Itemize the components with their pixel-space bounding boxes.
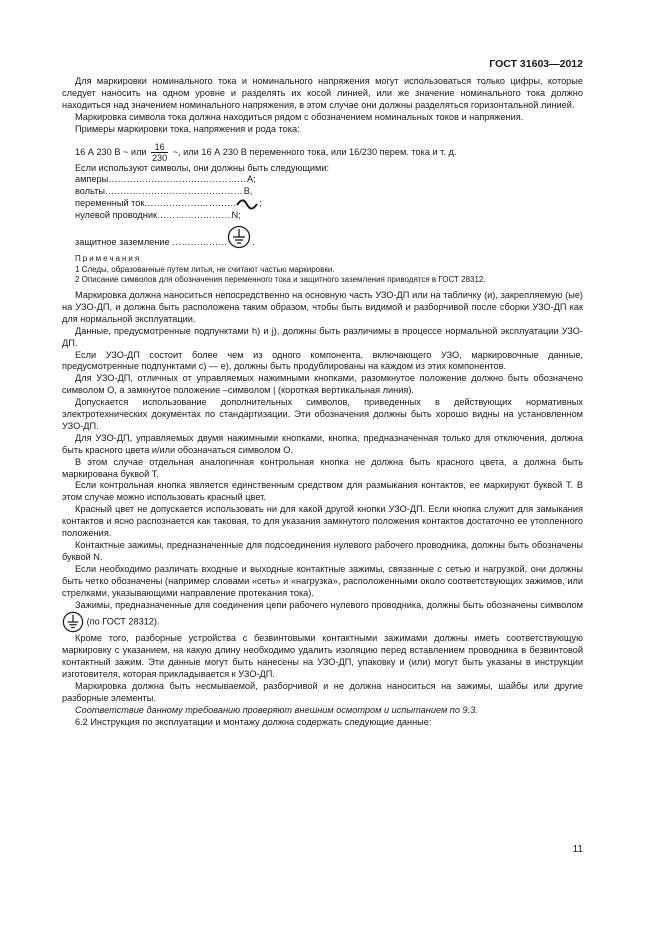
note-item: 2 Описание символов для обозначения переменного тока и защитного заземления приводятся в ГОСТ 28312.: [75, 275, 486, 285]
symbol-label: переменный ток…………………………: [75, 198, 237, 209]
notes-heading: Примечания: [75, 254, 142, 264]
example-tail: ~, или 16 А 230 В переменного тока, или 16/230 перем. тока и т. д.: [170, 146, 457, 157]
symbol-row-neutral: [62, 210, 583, 222]
paragraph: Допускается использование дополнительных символов, приведенных в действующих нормативных электротехнических документах по стандартизации. Эти обозначения должны быть хорошо видны на установленном УЗО-ДП.: [62, 397, 583, 431]
protective-earth-icon: [227, 225, 251, 249]
paragraph: Для УЗО-ДП, управляемых двумя нажимными кнопками, кнопка, предназначенная только для отключения, должна быть красного цвета и/или обозначаться символом О.: [62, 432, 583, 455]
paragraph: Если необходимо различать входные и выходные контактные зажимы, связанные с сетью и нагрузкой, они должны быть четко обозначены (например словами «сеть» и «нагрузка», расположенными около соответствующих зажимов, или стрелками, указывающими направление протекания тока).: [62, 563, 583, 598]
paragraph: Данные, предусмотренные подпунктами h) и j), должны быть различимы в процессе нормальной эксплуатации УЗО-ДП.: [62, 325, 583, 348]
note-item: 1 Следы, образованные путем литья, не считают частью маркировки.: [75, 264, 335, 274]
paragraph: Красный цвет не допускается использовать ни для какой другой кнопки УЗО-ДП. Если кнопка служит для замыкания контактов и ясно распознается как таковая, то для указания замкнутого положения контактов достаточно ее утопленного положения.: [62, 504, 583, 539]
symbol-label: амперы………………………………………: [75, 174, 247, 185]
paragraph: Маркировка должна быть несмываемой, разборчивой и не должна наноситься на зажимы, шайбы или другие разборные элементы.: [62, 681, 583, 703]
symbol-value: ;: [259, 198, 262, 209]
paragraph-examples-intro: Примеры маркировки тока, напряжения и рода тока:: [75, 123, 300, 134]
paragraph: В этом случае отдельная аналогичная контрольная кнопка не должна быть красного цвета, а должна быть маркирована буквой Т.: [62, 456, 583, 479]
symbol-value: N;: [231, 210, 241, 221]
paragraph-symbol-placement: Маркировка символа тока должна находиться рядом с обозначением номинальных токов и напряжения.: [75, 111, 524, 122]
paragraph: Если УЗО-ДП состоит более чем из одного компонента, включающего УЗО, маркировочные данные, предусмотренные подпунктами с) — е), должны быть продублированы на каждом из этих компонентов.: [62, 349, 583, 372]
example-fraction: [151, 142, 168, 163]
paragraph-marking-intro: Для маркировки номинального тока и номинального напряжения могут использоваться только цифры, которые следует наносить на одном уровне и разделять их косой линией, или же значение номинального тока должно находиться над значением номинального напряжения, в этом случае они должны разделяться горизонтальной линией.: [62, 76, 583, 110]
paragraph-section-6-2: 6.2 Инструкция по эксплуатации и монтажу должна содержать следующие данные:: [75, 716, 432, 727]
symbol-label: защитное заземление ………………: [75, 237, 228, 248]
alternating-current-icon: [236, 199, 258, 210]
document-body: [62, 76, 583, 729]
symbol-label: нулевой проводник……………………: [75, 210, 231, 221]
symbol-row-alternating-current: [62, 198, 583, 210]
symbol-value: А;: [247, 174, 256, 185]
neutral-terminals-text: Зажимы, предназначенные для соединения цепи рабочего нулевого проводника, должны быть обозначены символом: [75, 599, 583, 610]
symbol-value: .: [252, 237, 255, 248]
page-number: 11: [572, 844, 583, 855]
symbol-row-amperes: [62, 174, 583, 186]
paragraph: Маркировка должна наноситься непосредственно на основную часть УЗО-ДП или на табличку (и), закрепляемую (ые) на УЗО-ДП, и должна быть расположена таким образом, чтобы быть видимой и разборчивой после сборки УЗО-ДП как для нормальной эксплуатации.: [62, 289, 583, 324]
paragraph: Кроме того, разборные устройства с безвинтовыми контактными зажимами должны иметь соответствующую маркировку с указанием, на какую длину необходимо удалить изоляцию перед вставлением проводника в безвинтовой контактный зажим. Эти данные могут быть нанесены на УЗО-ДП, упаковку и (или) могут быть указаны в инструкции изготовителя, которая прикладывается к УЗО-ДП.: [62, 633, 583, 680]
symbol-row-protective-earth: [62, 225, 583, 249]
example-line: [62, 142, 583, 163]
symbol-row-volts: [62, 186, 583, 198]
fraction-numerator: 16: [151, 142, 168, 153]
protective-earth-icon: [62, 611, 84, 633]
paragraph-conformity-check: Соответствие данному требованию проверяют внешним осмотром и испытанием по 9.3.: [75, 704, 478, 715]
paragraph: Контактные зажимы, предназначенные для подсоединения нулевого рабочего проводника, должны быть обозначены буквой N.: [62, 540, 583, 562]
paragraph: Если контрольная кнопка является единственным средством для размыкания контактов, ее маркируют буквой Т. В этом случае можно использовать красный цвет.: [62, 480, 583, 503]
paragraph: Для УЗО-ДП, отличных от управляемых нажимными кнопками, разомкнутое положение должно быть обозначено символом О, а замкнутое положение –символом | (короткая вертикальная линия).: [62, 373, 583, 396]
symbol-value: В,: [243, 186, 253, 197]
example-lead: 16 А 230 В ~ или: [75, 146, 150, 157]
fraction-denominator: 230: [152, 152, 168, 163]
paragraph-symbols-intro: Если используют символы, они должны быть следующими:: [75, 162, 330, 173]
paragraph-neutral-terminals: [62, 600, 583, 634]
document-code-header: ГОСТ 31603—2012: [489, 58, 583, 70]
neutral-terminals-tail: (по ГОСТ 28312).: [86, 616, 160, 627]
symbol-label: вольты………………………………………: [75, 186, 243, 197]
